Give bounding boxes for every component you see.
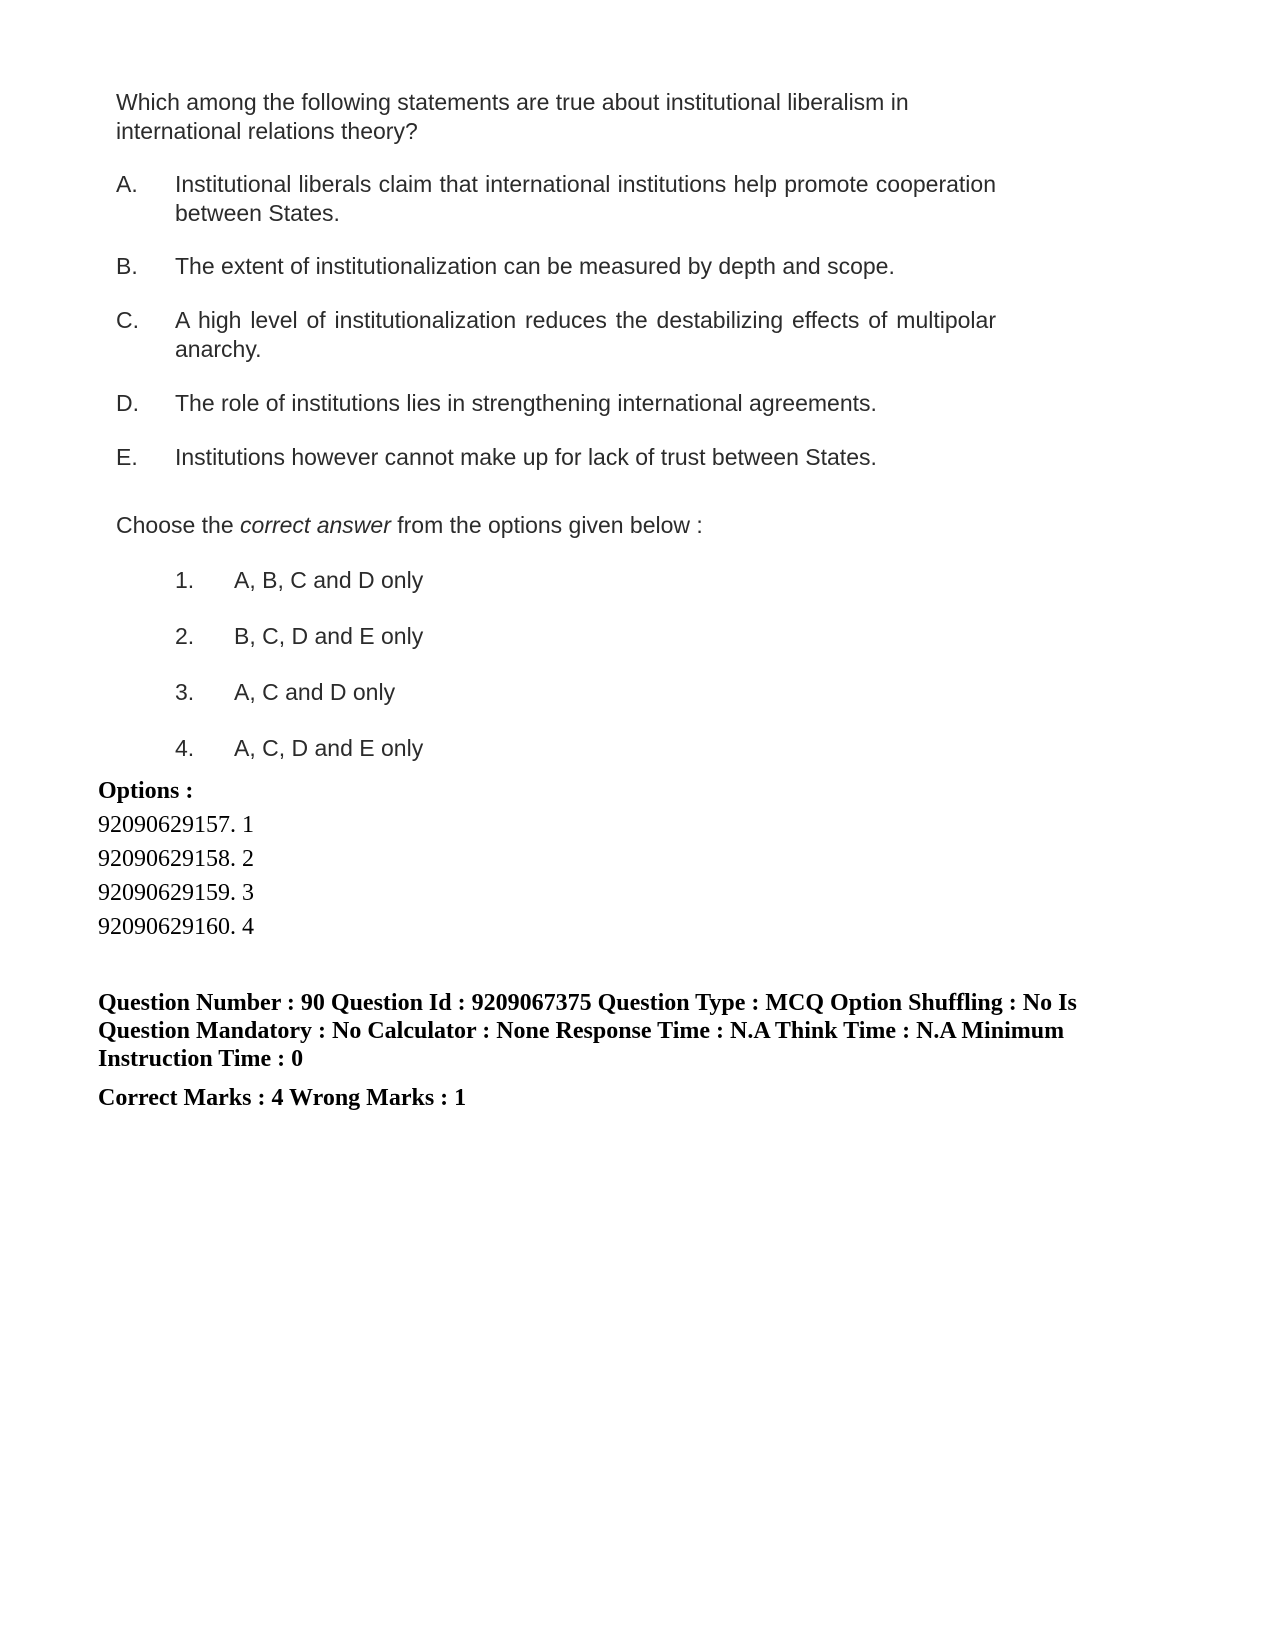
choose-emphasis: correct answer (240, 512, 391, 538)
option-id-4: 92090629160. 4 (98, 914, 254, 940)
statement-letter: B. (116, 253, 138, 279)
answer-text: A, C, D and E only (234, 735, 424, 761)
answer-number: 4. (175, 735, 195, 761)
statement-text: A high level of institutionalization reduces the destabilizing effects of multipolar anarchy. (175, 307, 996, 362)
statement-d (116, 389, 996, 418)
statement-text: The role of institutions lies in strengthening international agreements. (175, 390, 877, 416)
question-text: Which among the following statements are true about institutional liberalism in international relations theory? (116, 89, 909, 144)
statement-letter: C. (116, 307, 139, 333)
answer-option-3 (175, 678, 395, 707)
question-meta: Question Number : 90 Question Id : 9209067375 Question Type : MCQ Option Shuffling : No Is Question Mandatory : No Calculator : None Response Time : N.A Think Time : N.A Minimum Instruction Time : 0 (98, 990, 1077, 1072)
answer-number: 1. (175, 567, 195, 593)
option-id-1: 92090629157. 1 (98, 812, 254, 838)
choose-after: from the options given below : (390, 512, 703, 538)
answer-text: A, C and D only (234, 679, 396, 705)
options-heading: Options : (98, 778, 194, 804)
statement-text: The extent of institutionalization can be measured by depth and scope. (175, 253, 895, 279)
option-id-3: 92090629159. 3 (98, 880, 254, 906)
question-marks: Correct Marks : 4 Wrong Marks : 1 (98, 1085, 467, 1111)
option-id-2: 92090629158. 2 (98, 846, 254, 872)
statement-text: Institutions however cannot make up for lack of trust between States. (175, 444, 877, 470)
answer-option-4 (175, 734, 423, 763)
statement-c (116, 306, 996, 364)
answer-option-2 (175, 622, 423, 651)
statement-letter: D. (116, 390, 139, 416)
answer-text: B, C, D and E only (234, 623, 424, 649)
statement-letter: A. (116, 171, 138, 197)
statement-a (116, 170, 996, 228)
statement-e (116, 443, 996, 472)
statement-text: Institutional liberals claim that international institutions help promote cooperation between States. (175, 171, 996, 226)
choose-instruction (116, 511, 703, 540)
statement-b (116, 252, 996, 281)
answer-number: 3. (175, 679, 195, 705)
statement-letter: E. (116, 444, 138, 470)
answer-option-1 (175, 566, 423, 595)
answer-number: 2. (175, 623, 195, 649)
choose-before: Choose the (116, 512, 241, 538)
answer-text: A, B, C and D only (234, 567, 424, 593)
